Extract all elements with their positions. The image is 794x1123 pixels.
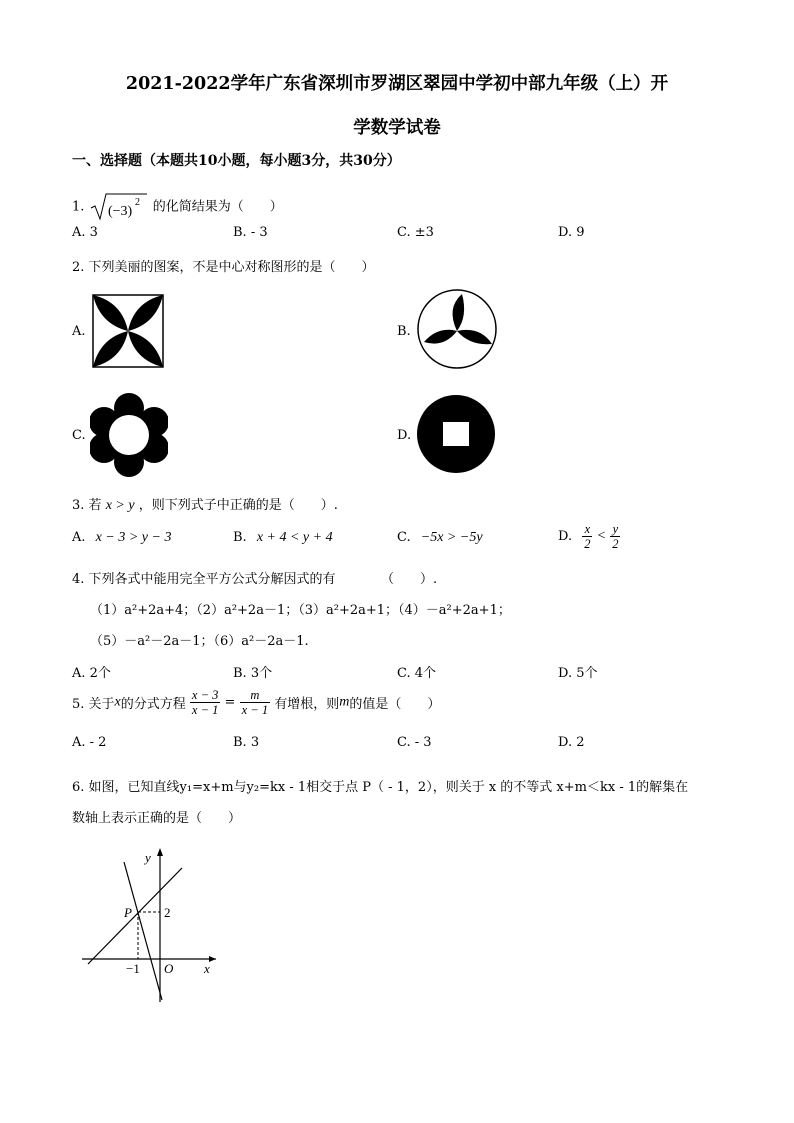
q4-option-c: C. 4个 xyxy=(397,666,437,681)
q5-mid: 有增根，则 xyxy=(274,697,340,712)
q1-radicand: (−3) xyxy=(107,204,132,219)
label-y: y xyxy=(145,850,151,865)
label-two: 2 xyxy=(164,905,171,920)
q2-figure-a-four-petal-square xyxy=(92,294,164,368)
q5-equals: = xyxy=(224,695,236,710)
question-3 xyxy=(72,494,338,514)
q3-option-a-label: A. xyxy=(72,530,86,545)
q3-option-d-label: D. xyxy=(558,529,573,544)
question-6-line1: 6. 如图，已知直线y₁=x+m与y₂=kx - 1相交于点 P（ - 1，2），则关于 x 的不等式 x+m＜kx - 1的解集在 xyxy=(72,780,689,795)
q5-suffix: 的值是（ ） xyxy=(349,697,441,712)
q1-exponent: 2 xyxy=(134,197,140,208)
q1-option-d: D. 9 xyxy=(558,225,585,240)
q1-radical-sign xyxy=(89,192,149,222)
q1-stem: 的化简结果为（ ） xyxy=(152,199,283,215)
q1-number: 1. xyxy=(72,199,85,215)
q3-stem-prefix: 3. 若 xyxy=(72,498,102,513)
q4-option-a: A. 2个 xyxy=(72,666,111,681)
q3-option-a-expr: x − 3 > y − 3 xyxy=(95,530,172,545)
line-y2 xyxy=(124,862,162,1000)
q1-option-a: A. 3 xyxy=(72,225,98,240)
label-neg-one: −1 xyxy=(126,961,140,976)
q3-option-d-lhs: $\frac{x}{2}$ xyxy=(584,522,591,551)
q1-option-b: B. - 3 xyxy=(233,225,268,240)
q5-rhs-fraction: $\frac{m}{x - 1}$ xyxy=(241,688,269,717)
q4-expressions-line2: （5）－a²－2a－1；（6）a²－2a－1. xyxy=(90,634,309,649)
question-2-stem: 2. 下列美丽的图案，不是中心对称图形的是（ ） xyxy=(72,260,375,275)
q5-prefix: 5. 关于 xyxy=(72,697,115,712)
page-title-line1: 2021-2022学年广东省深圳市罗湖区翠园中学初中部九年级（上）开 xyxy=(125,74,669,94)
question-4-stem: 4. 下列各式中能用完全平方公式分解因式的有 （ ）. xyxy=(72,572,438,587)
q3-condition: x > y xyxy=(105,498,135,513)
q2-option-c-label: C. xyxy=(72,428,86,443)
q5-param: m xyxy=(339,694,350,710)
q3-option-c xyxy=(397,530,483,546)
q3-stem-suffix: ，则下列式子中正确的是（ ）. xyxy=(138,498,338,513)
q3-option-b-label: B. xyxy=(233,530,247,545)
label-origin: O xyxy=(164,961,174,976)
q6-coordinate-graph xyxy=(78,842,228,1007)
question-5 xyxy=(72,688,440,717)
y-axis-arrow xyxy=(157,848,163,856)
q4-option-b: B. 3个 xyxy=(233,666,273,681)
q5-option-d: D. 2 xyxy=(558,735,585,750)
q3-option-d-op: < xyxy=(596,528,607,544)
section-heading: 一、选择题（本题共10小题，每小题3分，共30分） xyxy=(72,153,401,169)
q4-option-d: D. 5个 xyxy=(558,666,598,681)
q1-sqrt-expression xyxy=(89,192,149,222)
q3-option-d-rhs: $\frac{y}{2}$ xyxy=(612,522,619,551)
q5-var: x xyxy=(114,694,121,710)
q5-prefix2: 的分式方程 xyxy=(120,697,186,712)
x-axis-arrow xyxy=(209,956,216,962)
q2-figure-b-three-blade-circle xyxy=(416,288,498,370)
q2-option-d-label: D. xyxy=(397,428,412,443)
q5-option-c: C. - 3 xyxy=(397,735,432,750)
q3-option-a xyxy=(72,530,171,546)
question-1 xyxy=(72,192,283,222)
q4-expressions-line1: （1）a²+2a+4；（2）a²+2a－1；（3）a²+2a+1；（4）－a²+2a+1； xyxy=(90,603,511,618)
q2-option-a-label: A. xyxy=(72,324,86,339)
q3-option-c-label: C. xyxy=(397,530,411,545)
question-6-line2: 数轴上表示正确的是（ ） xyxy=(72,811,242,826)
q2-option-b-label: B. xyxy=(397,324,411,339)
page-title-line2: 学数学试卷 xyxy=(353,118,441,138)
q3-option-b-expr: x + 4 < y + 4 xyxy=(256,530,333,545)
q3-option-c-expr: −5x > −5y xyxy=(420,530,483,545)
q5-option-b: B. 3 xyxy=(233,735,260,750)
q3-option-b xyxy=(233,530,333,546)
q2-figure-c-flower xyxy=(90,392,168,478)
q3-option-d xyxy=(558,522,620,551)
q2-figure-d-ancient-coin xyxy=(416,394,496,474)
label-p: P xyxy=(124,905,132,920)
label-x: x xyxy=(204,961,210,976)
q5-lhs-fraction: $\frac{x - 3}{x - 1}$ xyxy=(191,688,219,717)
q1-option-c: C. ±3 xyxy=(397,225,434,240)
q5-option-a: A. - 2 xyxy=(72,735,107,750)
